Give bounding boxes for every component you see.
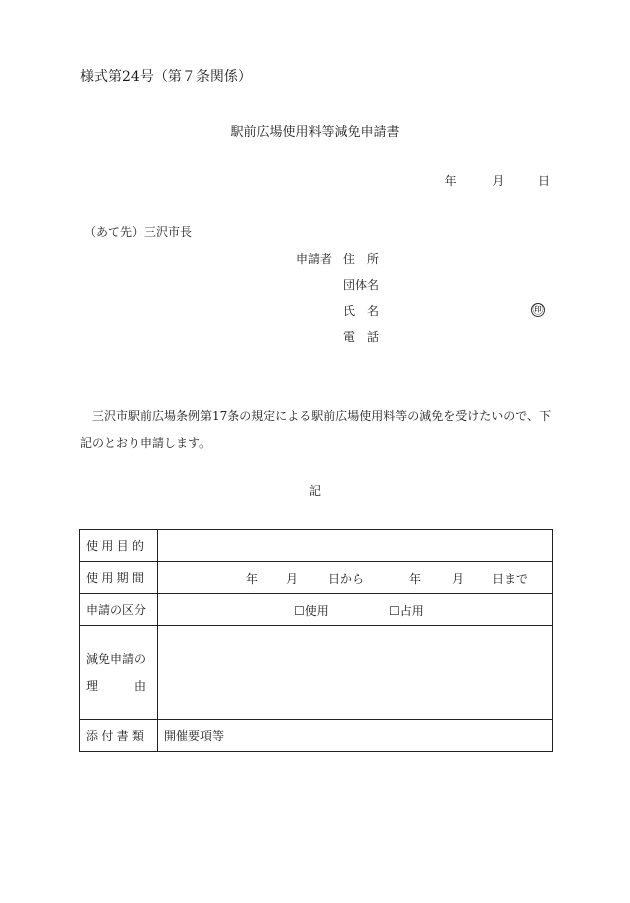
date-day: 日	[537, 174, 550, 188]
category-label-cell	[80, 594, 158, 626]
table-row-reason	[80, 626, 553, 720]
category-label: 申請の区分	[86, 603, 147, 617]
request-statement: 三沢市駅前広場条例第17条の規定による駅前広場使用料等の減免を受けたいので、下記のとおり申請します。	[80, 409, 552, 450]
date-line	[445, 172, 550, 189]
category-value-cell	[158, 594, 553, 626]
document-title: 駅前広場使用料等減免申請書	[230, 125, 400, 140]
reason-label-yu: 由	[133, 678, 146, 693]
purpose-label-cell	[80, 530, 158, 562]
attachments-value: 開催要項等	[164, 729, 225, 743]
period-label-cell	[80, 562, 158, 594]
address-label: 住 所	[343, 252, 380, 266]
date-year: 年	[444, 174, 457, 188]
reason-label-line2	[86, 673, 146, 700]
category-use-checkbox[interactable]: ☐使用	[294, 604, 329, 618]
period-start-day: 日から	[328, 572, 365, 586]
group-name-label: 団体名	[343, 278, 380, 292]
attachments-label: 添付書類	[86, 729, 144, 743]
attachments-value-cell	[158, 720, 553, 752]
table-row-period	[80, 562, 553, 594]
form-number: 様式第24号（第７条関係）	[80, 69, 252, 85]
period-start-month: 月	[286, 572, 299, 586]
period-label: 使用期間	[86, 571, 144, 585]
reason-label-cell	[80, 626, 158, 720]
period-start-year: 年	[246, 572, 259, 586]
name-label: 氏 名	[343, 304, 380, 318]
attachments-label-cell	[80, 720, 158, 752]
table-row-category	[80, 594, 553, 626]
category-occupy-checkbox[interactable]: ☐占用	[389, 604, 424, 618]
purpose-label: 使用目的	[86, 539, 144, 553]
period-end-month: 月	[452, 572, 465, 586]
phone-label: 電 話	[343, 330, 380, 344]
table-row-purpose	[80, 530, 553, 562]
purpose-value-cell[interactable]	[158, 530, 553, 562]
application-table	[79, 529, 553, 752]
reason-label-ri: 理	[86, 678, 99, 693]
seal-mark: ㊞	[532, 303, 544, 316]
reason-label-line1: 減免申請の	[86, 651, 147, 666]
table-row-attachments	[80, 720, 553, 752]
period-end-year: 年	[409, 572, 422, 586]
period-value-cell[interactable]	[158, 562, 553, 594]
reason-value-cell[interactable]	[158, 626, 553, 720]
applicant-label: 申請者	[296, 252, 333, 266]
addressee: （あて先）三沢市長	[84, 225, 193, 239]
period-end-day: 日まで	[492, 572, 529, 586]
date-month: 月	[492, 174, 505, 188]
ki-heading: 記	[308, 484, 321, 498]
